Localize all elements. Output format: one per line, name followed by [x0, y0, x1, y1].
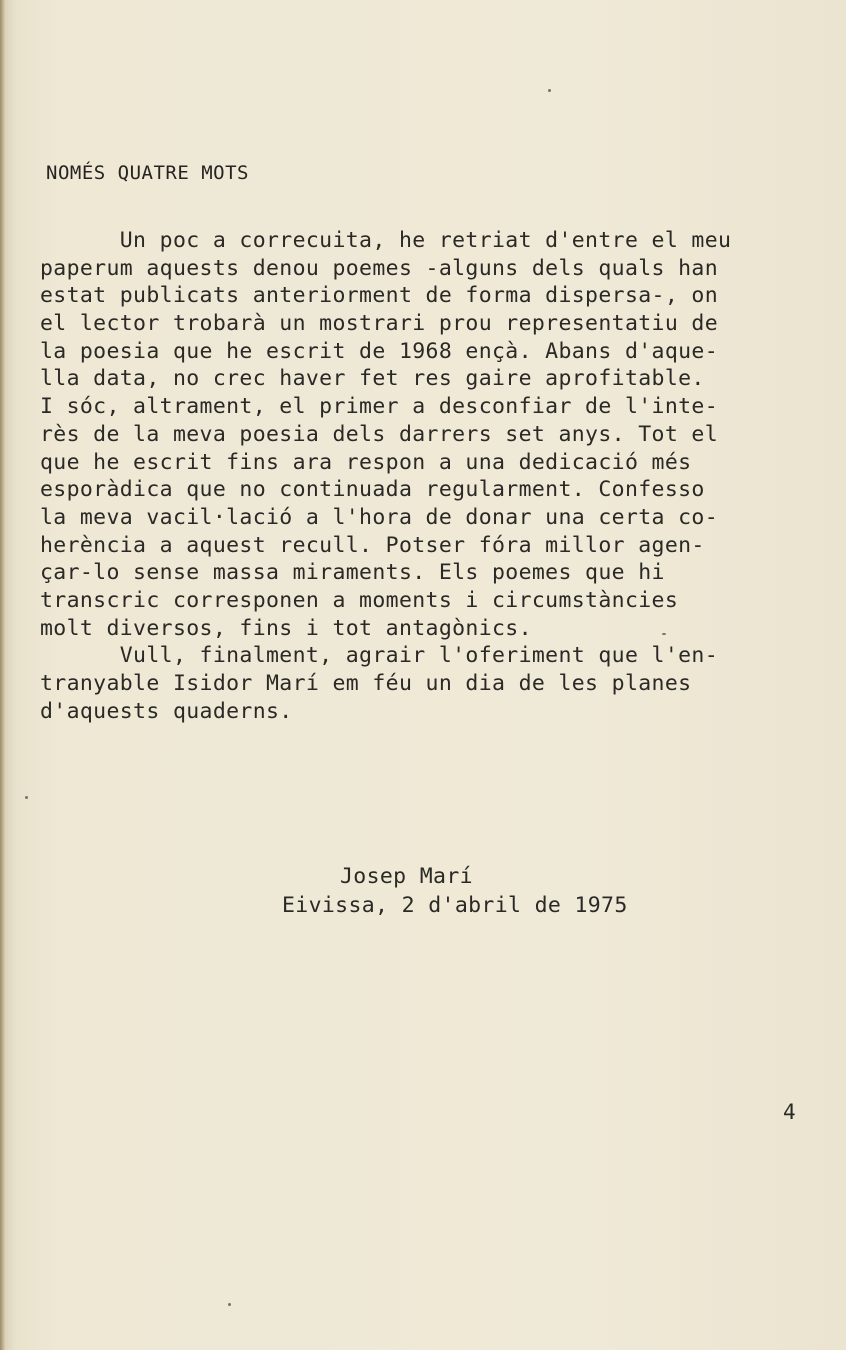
text-line: tranyable Isidor Marí em féu un dia de les planes — [40, 671, 692, 696]
paper-speck — [25, 796, 28, 799]
document-heading: NOMÉS QUATRE MOTS — [46, 162, 249, 184]
text-line: rès de la meva poesia dels darrers set anys. Tot el — [40, 421, 718, 447]
body-text — [40, 227, 800, 725]
text-line: molt diversos, fins i tot antagònics. — [40, 615, 532, 641]
page-number: 4 — [783, 1100, 796, 1124]
text-line: lla data, no crec haver fet res gaire aprofitable. — [40, 366, 705, 392]
text-line: la meva vacil·lació a l'hora de donar una certa co- — [40, 504, 718, 530]
paper-speck — [228, 1303, 231, 1306]
text-line: d'aquests quaderns. — [40, 698, 293, 724]
text-line: I sóc, altrament, el primer a desconfiar de l'inte- — [40, 394, 718, 420]
page-edge-shadow — [0, 0, 5, 1350]
text-line: herència a aquest recull. Potser fóra millor agen- — [40, 532, 705, 558]
text-line: transcric corresponen a moments i circumstàncies — [40, 587, 679, 613]
text-line: Un poc a correcuita, he retriat d'entre el meu — [40, 228, 732, 253]
text-line: esporàdica que no continuada regularment. Confesso — [40, 477, 705, 503]
paper-speck — [662, 633, 666, 635]
text-line: que he escrit fins ara respon a una dedicació més — [40, 449, 692, 475]
paper-speck — [548, 89, 551, 92]
text-line: el lector trobarà un mostrari prou representatiu de — [40, 311, 718, 337]
text-line: estat publicats anteriorment de forma dispersa-, on — [40, 283, 718, 309]
signature-place-date: Eivissa, 2 d'abril de 1975 — [282, 893, 628, 918]
text-line: la poesia que he escrit de 1968 ençà. Abans d'aque- — [40, 338, 718, 364]
text-line: çar-lo sense massa miraments. Els poemes que hi — [40, 560, 665, 586]
text-line: Vull, finalment, agrair l'oferiment que l'en- — [40, 643, 718, 669]
signature-name: Josep Marí — [340, 864, 473, 889]
text-line: paperum aquests denou poemes -alguns dels quals han — [40, 255, 718, 281]
